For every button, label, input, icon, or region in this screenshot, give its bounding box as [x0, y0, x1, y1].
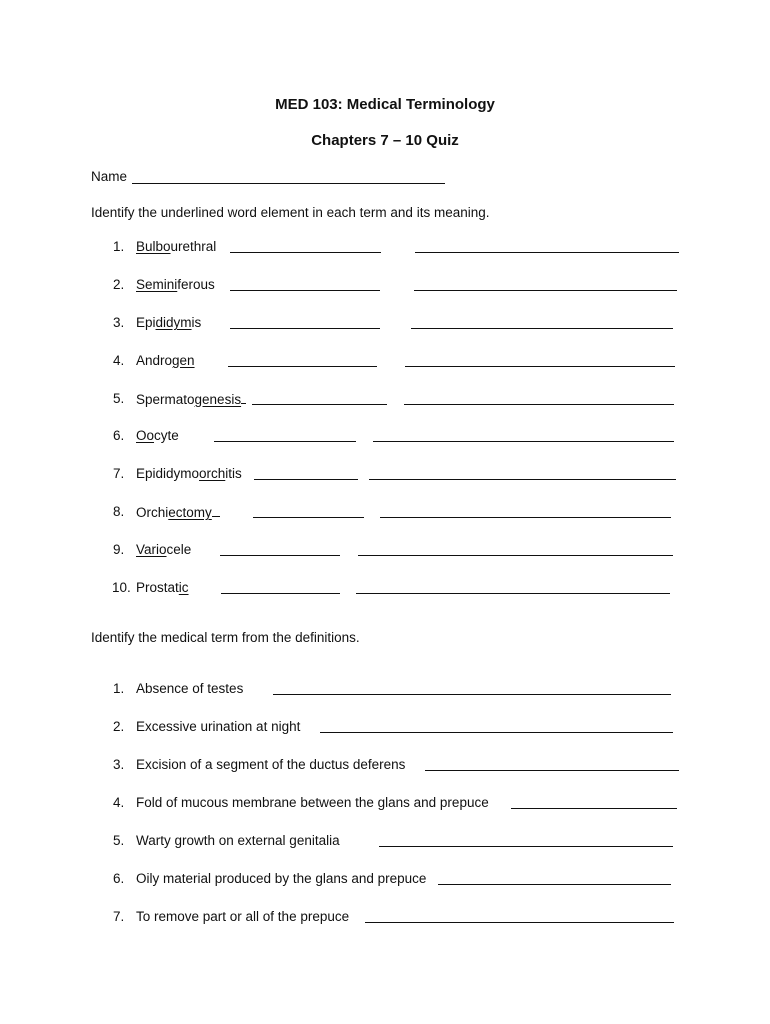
item-number: 4.: [113, 795, 125, 810]
underlined-word-element: didym: [155, 315, 192, 330]
item-number: 4.: [113, 353, 125, 368]
term-part: cele: [166, 542, 192, 557]
term-part: itis: [225, 466, 242, 481]
term-part: Andro: [136, 353, 173, 368]
definition-text: Oily material produced by the glans and prepuce: [136, 871, 427, 886]
word-element-answer-line[interactable]: [220, 555, 340, 556]
meaning-answer-line[interactable]: [356, 593, 670, 594]
name-answer-line[interactable]: [132, 183, 445, 184]
term-text: [136, 428, 179, 443]
name-label: Name: [91, 169, 128, 184]
definition-text: Absence of testes: [136, 681, 244, 696]
term-answer-line[interactable]: [438, 884, 671, 885]
word-element-answer-line[interactable]: [221, 593, 340, 594]
meaning-answer-line[interactable]: [415, 252, 679, 253]
meaning-answer-line[interactable]: [358, 555, 673, 556]
meaning-answer-line[interactable]: [373, 441, 674, 442]
section2-instruction: Identify the medical term from the definitions.: [91, 630, 360, 645]
definition-text: Excision of a segment of the ductus deferens: [136, 757, 406, 772]
term-part: is: [191, 315, 202, 330]
underlined-word-element: genesis: [194, 392, 242, 407]
term-part: Epi: [136, 315, 156, 330]
meaning-answer-line[interactable]: [411, 328, 673, 329]
term-text: [136, 315, 201, 330]
word-element-answer-line[interactable]: [253, 517, 364, 518]
term-answer-line[interactable]: [320, 732, 673, 733]
word-element-answer-line[interactable]: [230, 328, 380, 329]
definition-text: To remove part or all of the prepuce: [136, 909, 350, 924]
item-number: 7.: [113, 909, 125, 924]
term-part: Orchi: [136, 505, 169, 520]
item-number: 1.: [113, 681, 125, 696]
term-answer-line[interactable]: [379, 846, 673, 847]
term-text: [136, 353, 195, 368]
underlined-word-element: ic: [178, 580, 189, 595]
term-text: [136, 466, 242, 481]
underlined-word-element: Vario: [136, 542, 167, 557]
underlined-word-element: gen: [172, 353, 195, 368]
definition-text: Excessive urination at night: [136, 719, 301, 734]
word-element-answer-line[interactable]: [230, 290, 380, 291]
meaning-answer-line[interactable]: [404, 404, 674, 405]
item-number: 5.: [113, 391, 125, 406]
underlined-word-element: ectomy: [168, 505, 212, 520]
underlined-word-element: Bulbo: [136, 239, 171, 254]
underline-extension: [241, 391, 246, 404]
item-number: 2.: [113, 719, 125, 734]
item-number: 3.: [113, 315, 125, 330]
term-part: Prostat: [136, 580, 179, 595]
term-text: [136, 277, 215, 292]
item-number: 5.: [113, 833, 125, 848]
term-part: Epididymo: [136, 466, 200, 481]
item-number: 10.: [112, 580, 131, 595]
item-number: 6.: [113, 871, 125, 886]
word-element-answer-line[interactable]: [252, 404, 387, 405]
section1-instruction: Identify the underlined word element in each term and its meaning.: [91, 205, 490, 220]
term-part: urethral: [170, 239, 217, 254]
term-text: [136, 391, 246, 407]
underline-extension: [212, 504, 220, 517]
term-answer-line[interactable]: [425, 770, 679, 771]
term-part: ferous: [177, 277, 215, 292]
term-answer-line[interactable]: [365, 922, 674, 923]
term-part: Spermato: [136, 392, 195, 407]
word-element-answer-line[interactable]: [214, 441, 356, 442]
meaning-answer-line[interactable]: [414, 290, 677, 291]
item-number: 3.: [113, 757, 125, 772]
underlined-word-element: Oo: [136, 428, 155, 443]
term-text: [136, 580, 189, 595]
page-title: MED 103: Medical Terminology: [275, 96, 495, 113]
term-answer-line[interactable]: [273, 694, 671, 695]
meaning-answer-line[interactable]: [405, 366, 675, 367]
item-number: 1.: [113, 239, 125, 254]
term-text: [136, 504, 220, 520]
term-part: cyte: [154, 428, 179, 443]
page-subtitle: Chapters 7 – 10 Quiz: [311, 132, 459, 149]
underlined-word-element: orch: [199, 466, 226, 481]
word-element-answer-line[interactable]: [230, 252, 381, 253]
meaning-answer-line[interactable]: [380, 517, 671, 518]
term-text: [136, 542, 191, 557]
definition-text: Fold of mucous membrane between the glans and prepuce: [136, 795, 489, 810]
word-element-answer-line[interactable]: [228, 366, 377, 367]
word-element-answer-line[interactable]: [254, 479, 358, 480]
item-number: 2.: [113, 277, 125, 292]
item-number: 7.: [113, 466, 125, 481]
underlined-word-element: Semini: [136, 277, 178, 292]
item-number: 8.: [113, 504, 125, 519]
term-text: [136, 239, 216, 254]
definition-text: Warty growth on external genitalia: [136, 833, 340, 848]
meaning-answer-line[interactable]: [369, 479, 676, 480]
item-number: 9.: [113, 542, 125, 557]
term-answer-line[interactable]: [511, 808, 677, 809]
item-number: 6.: [113, 428, 125, 443]
